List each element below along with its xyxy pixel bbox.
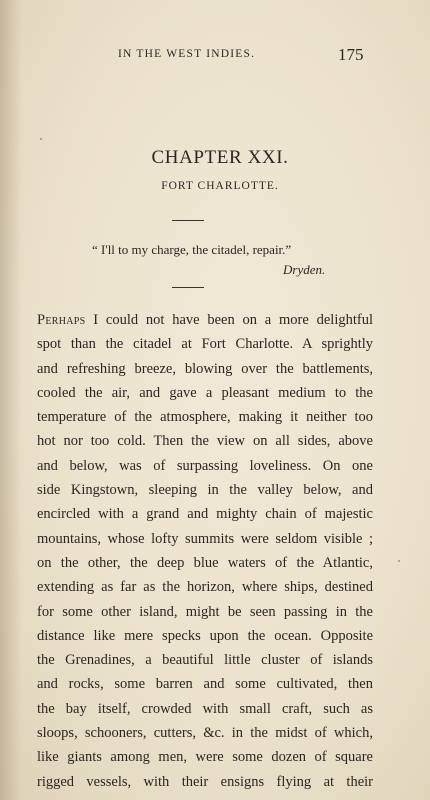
body-line: and below, was of surpassing loveliness. On one [37, 457, 373, 474]
chapter-title: CHAPTER XXI. [151, 147, 289, 168]
paper-speck [398, 560, 400, 562]
body-line: mountains, whose lofty summits were seldom visible ; [37, 530, 373, 547]
body-line: for some other island, might be seen passing in the [37, 603, 373, 620]
paper-speck [40, 138, 42, 140]
lead-word: Perhaps [37, 312, 86, 328]
page-number: 175 [338, 45, 364, 64]
body-line: like giants among men, were some dozen of square [37, 749, 373, 766]
body-line: and rocks, some barren and some cultivated, then [37, 676, 373, 693]
body-line: spot than the citadel at Fort Charlotte. A sprightly [37, 336, 373, 353]
body-line: distance like mere specks upon the ocean. Opposite [37, 627, 373, 644]
body-text [37, 308, 373, 794]
body-line: sloops, schooners, cutters, &c. in the midst of which, [37, 725, 373, 742]
body-line: encircled with a grand and mighty chain of majestic [37, 506, 373, 523]
body-line: extending as far as the horizon, where ships, destined [37, 579, 373, 596]
body-line-text: I could not have been on a more delightful [85, 312, 373, 328]
divider-rule-bottom [172, 287, 204, 288]
gutter-shadow [0, 0, 22, 800]
body-line: the bay itself, crowded with small craft, such as [37, 700, 373, 717]
epigraph-quote: “ I'll to my charge, the citadel, repair.” [92, 242, 292, 257]
chapter-subtitle: FORT CHARLOTTE. [161, 180, 279, 192]
body-line: on the other, the deep blue waters of the Atlantic, [37, 554, 373, 571]
divider-rule-top [172, 220, 204, 221]
body-line: side Kingstown, sleeping in the valley below, and [37, 482, 373, 499]
body-line [37, 308, 373, 332]
body-line: cooled the air, and gave a pleasant medium to the [37, 384, 373, 401]
body-line: and refreshing breeze, blowing over the battlements, [37, 360, 373, 377]
body-line: rigged vessels, with their ensigns flying at their [37, 773, 373, 790]
body-line: temperature of the atmosphere, making it neither too [37, 409, 373, 426]
epigraph-attribution: Dryden. [283, 262, 326, 277]
running-header: IN THE WEST INDIES. [118, 48, 256, 60]
body-line: the Grenadines, a beautiful little cluster of islands [37, 652, 373, 669]
body-line: hot nor too cold. Then the view on all sides, above [37, 433, 373, 450]
